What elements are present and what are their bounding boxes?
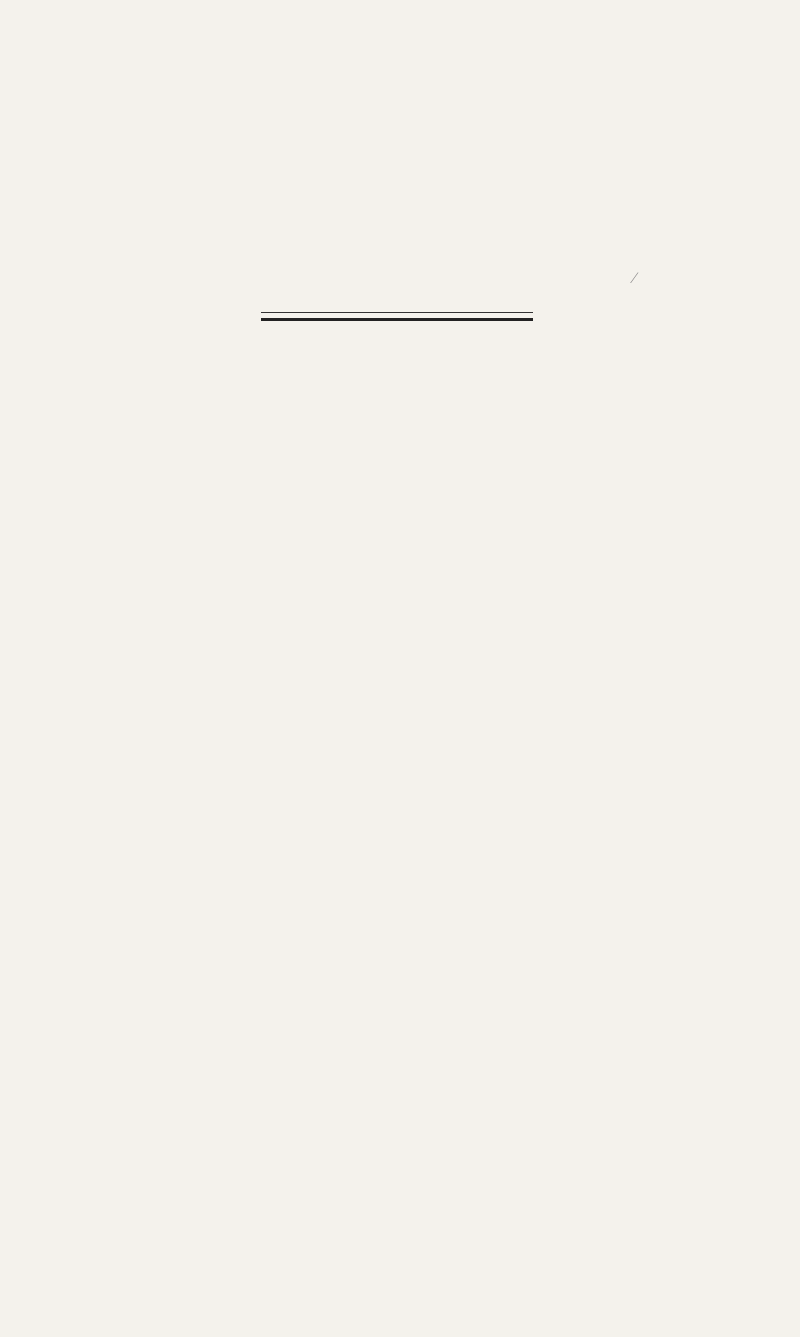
divider-thick <box>261 318 533 321</box>
pencil-mark: ⁄ <box>633 270 636 287</box>
family-heading <box>0 419 800 456</box>
divider-thin <box>261 312 533 313</box>
